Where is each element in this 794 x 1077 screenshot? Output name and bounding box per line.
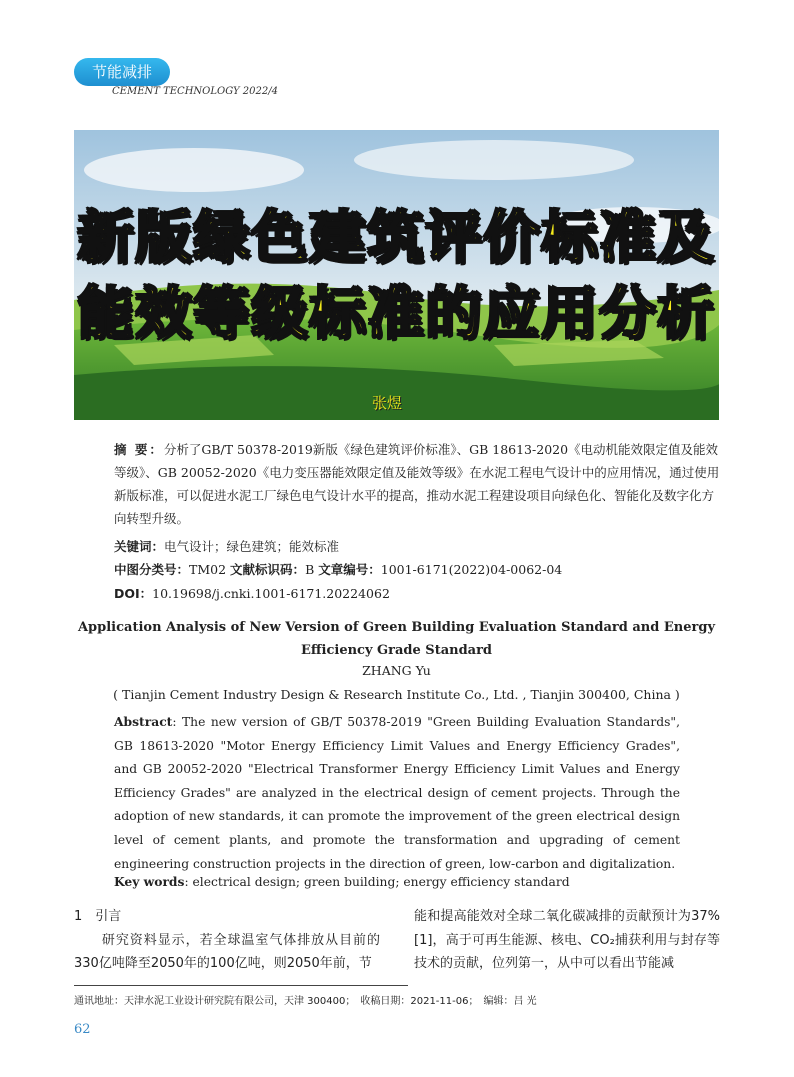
body-column-left: [74, 905, 380, 976]
clc-value: TM02: [189, 562, 227, 577]
author-name-cn: 张煜: [372, 394, 403, 412]
article-title-line-2: 能效等级标准的应用分析: [77, 282, 716, 347]
abstract-cn-text: 分析了GB/T 50378-2019新版《绿色建筑评价标准》、GB 18613-2020《电动机能效限定值及能效等级》、GB 20052-2020《电力变压器能效限定值及能效等级》在水泥工程电气设计中的应用情况，通过使用新版标准，可以促进水泥工厂绿色电气设计水平的提高，推动水泥工程建设项目向绿色化、智能化及数字化方向转型升级。: [114, 442, 720, 526]
abstract-cn: [114, 438, 720, 530]
article-title-line-1: 新版绿色建筑评价标准及: [77, 206, 716, 271]
abstract-cn-label: 摘 要：: [114, 442, 164, 457]
english-keywords: [114, 874, 720, 889]
body-paragraph-left: 研究资料显示，若全球温室气体排放从目前的330亿吨降至2050年的100亿吨，则2050年前，节: [74, 932, 380, 971]
section-heading: 1 引言: [74, 909, 122, 924]
keywords-cn-text: 电气设计；绿色建筑；能效标准: [164, 539, 340, 554]
english-title: Application Analysis of New Version of Green Building Evaluation Standard and Energy Efficiency Grade Standard: [77, 620, 716, 658]
doc-code-value: B: [305, 562, 315, 577]
footnote: 通讯地址：天津水泥工业设计研究院有限公司，天津 300400； 收稿日期：2021-11-06； 编辑：吕 光: [74, 996, 537, 1007]
english-abstract-text: : The new version of GB/T 50378-2019 "Green Building Evaluation Standards", GB 18613-2020 "Motor Energy Efficiency Limit Values and Energy Efficiency Grades", and GB 20052-2020 "Electrical Transformer Energy Efficiency Limit Values and Energy Efficiency Grades" are analyzed in the electrical design of cement projects. Through the adoption of new standards, it can promote the improvement of the green electrical design level of cement plants, and promote the transformation and upgrading of cement engineering construction projects in the direction of green, low-carbon and digitalization.: [114, 715, 680, 871]
doi-label: DOI：: [114, 586, 153, 601]
english-abstract-label: Abstract: [114, 714, 173, 729]
journal-header: CEMENT TECHNOLOGY 2022/4: [112, 86, 278, 97]
english-keywords-text: : electrical design; green building; energy efficiency standard: [184, 875, 570, 889]
footnote-rule: [74, 985, 408, 986]
keywords-cn-label: 关键词：: [114, 539, 165, 554]
section-tag: 节能减排: [74, 58, 170, 86]
article-number-label: 文章编号：: [318, 562, 381, 577]
article-number-value: 1001-6171(2022)04-0062-04: [380, 562, 563, 577]
doi-line: [114, 582, 720, 605]
body-column-right: 能和提高能效对全球二氧化碳减排的贡献预计为37%[1]，高于可再生能源、核电、CO₂捕获利用与封存等技术的贡献，位列第一，从中可以看出节能减: [414, 909, 720, 971]
page-number: 62: [74, 1022, 91, 1037]
keywords-cn: [114, 535, 720, 558]
doi-value: 10.19698/j.cnki.1001-6171.20224062: [152, 586, 390, 601]
english-author: ZHANG Yu: [362, 663, 431, 678]
doc-code-label: 文献标识码：: [230, 562, 306, 577]
clc-label: 中图分类号：: [114, 562, 190, 577]
english-keywords-label: Key words: [114, 874, 185, 889]
english-abstract: [114, 710, 680, 876]
classification-info: [114, 558, 720, 581]
english-affiliation: ( Tianjin Cement Industry Design & Research Institute Co., Ltd. , Tianjin 300400, China ): [113, 687, 680, 702]
